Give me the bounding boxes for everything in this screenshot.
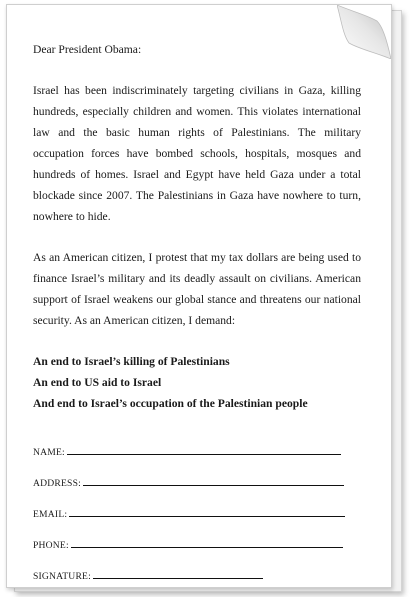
address-label: ADDRESS: <box>33 478 81 489</box>
phone-field[interactable] <box>33 535 361 549</box>
email-line[interactable] <box>69 507 345 517</box>
demand-item: And end to Israel’s occupation of the Palestinian people <box>33 397 308 410</box>
salutation: Dear President Obama: <box>33 43 142 56</box>
name-label: NAME: <box>33 447 65 458</box>
demand-item: An end to US aid to Israel <box>33 376 162 389</box>
email-label: EMAIL: <box>33 509 68 520</box>
address-line[interactable] <box>83 476 344 486</box>
signature-label: SIGNATURE: <box>33 571 91 582</box>
phone-line[interactable] <box>71 538 343 548</box>
demands-list <box>33 351 361 414</box>
phone-label: PHONE: <box>33 540 69 551</box>
demand-item: An end to Israel’s killing of Palestinians <box>33 355 230 368</box>
signature-field[interactable] <box>33 566 361 580</box>
name-line[interactable] <box>67 445 341 455</box>
paragraph-gaza: Israel has been indiscriminately targeting civilians in Gaza, killing hundreds, especially children and women. This violates international law and the basic human rights of Palestinians. The military occupation forces have bombed schools, hospitals, mosques and hundreds of homes. Israel and Egypt have held Gaza under a total blockade since 2007. The Palestinians in Gaza have nowhere to turn, nowhere to hide. <box>33 84 361 223</box>
paragraph-protest: As an American citizen, I protest that my tax dollars are being used to finance Israel’s military and its deadly assault on civilians. American support of Israel weakens our global stance and threatens our national security. As an American citizen, I demand: <box>33 251 361 327</box>
letter-body <box>33 39 361 597</box>
email-field[interactable] <box>33 504 361 518</box>
address-field[interactable] <box>33 473 361 487</box>
signature-line[interactable] <box>93 569 263 579</box>
name-field[interactable] <box>33 442 361 456</box>
letter-page <box>6 4 392 588</box>
